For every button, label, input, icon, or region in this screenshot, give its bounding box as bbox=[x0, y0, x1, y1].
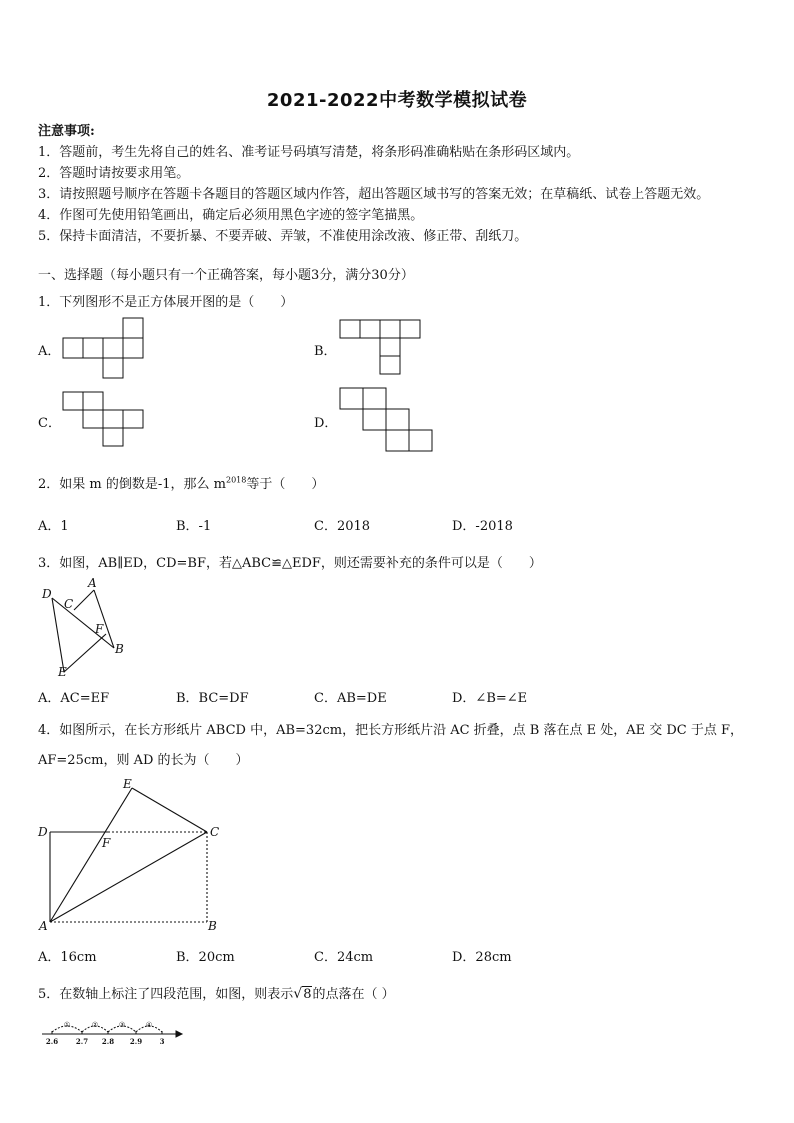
q1-option-b: B． bbox=[314, 344, 337, 359]
q3-option-c: C．AB=DE bbox=[314, 691, 387, 706]
q4-option-a: A．16cm bbox=[38, 950, 97, 965]
q2-stem-text: 2．如果 m 的倒数是-1，那么 m bbox=[38, 477, 226, 492]
q1-option-a: A． bbox=[38, 344, 61, 359]
q4-label-b: B bbox=[208, 919, 217, 933]
notice-item: 1．答题前，考生先将自己的姓名、准考证号码填写清楚，将条形码准确粘贴在条形码区域内。 bbox=[38, 145, 580, 160]
q4-label-c: C bbox=[210, 825, 220, 839]
q1-option-d: D． bbox=[314, 416, 338, 431]
segment-label-3: ③ bbox=[118, 1021, 126, 1029]
notice-item: 2．答题时请按要求用笔。 bbox=[38, 166, 190, 181]
section-heading: 一、选择题（每小题只有一个正确答案，每小题3分，满分30分） bbox=[38, 268, 414, 283]
q4-label-e: E bbox=[123, 777, 132, 791]
notice-heading: 注意事项: bbox=[38, 124, 95, 139]
q4-stem-line2: AF=25cm，则 AD 的长为（ ） bbox=[38, 753, 249, 768]
q4-label-a: A bbox=[39, 919, 48, 933]
segment-label-2: ② bbox=[91, 1021, 99, 1029]
tick-label: 3 bbox=[159, 1037, 165, 1046]
q4-figure bbox=[36, 776, 226, 936]
q3-option-a: A．AC=EF bbox=[38, 691, 110, 706]
q3-label-f: F bbox=[95, 622, 104, 636]
q2-option-c: C．2018 bbox=[314, 519, 371, 534]
net-figure-d bbox=[340, 388, 435, 454]
q3-option-d: D．∠B=∠E bbox=[452, 691, 528, 706]
q3-label-c: C bbox=[64, 597, 74, 611]
q3-label-e: E bbox=[58, 665, 67, 679]
q2-option-d: D．-2018 bbox=[452, 519, 513, 534]
q3-stem: 3．如图，AB∥ED，CD=BF，若△ABC≌△EDF，则还需要补充的条件可以是（ ） bbox=[38, 556, 542, 571]
q3-label-d: D bbox=[42, 587, 52, 601]
tick-label: 2.6 bbox=[45, 1037, 59, 1046]
q4-label-f: F bbox=[102, 836, 111, 850]
net-figure-a bbox=[63, 318, 147, 378]
notice-item: 4．作图可先使用铅笔画出，确定后必须用黑色字迹的签字笔描黑。 bbox=[38, 208, 424, 223]
q2-stem-tail: 等于（ ） bbox=[246, 477, 325, 492]
q4-option-b: B．20cm bbox=[176, 950, 235, 965]
tick-label: 2.8 bbox=[101, 1037, 115, 1046]
q5-stem-text: 5．在数轴上标注了四段范围，如图，则表示 bbox=[38, 987, 294, 1002]
q4-option-d: D．28cm bbox=[452, 950, 512, 965]
q2-stem bbox=[38, 473, 324, 492]
sqrt-symbol: √ bbox=[293, 986, 303, 1002]
q2-option-a: A．1 bbox=[38, 519, 69, 534]
number-line-figure bbox=[40, 1018, 185, 1048]
q3-label-b: B bbox=[115, 642, 124, 656]
q2-option-b: B．-1 bbox=[176, 519, 212, 534]
q5-stem bbox=[38, 983, 395, 1002]
segment-label-4: ④ bbox=[145, 1021, 153, 1029]
page-title: 2021-2022中考数学模拟试卷 bbox=[266, 90, 528, 111]
q4-stem-line1: 4．如图所示，在长方形纸片 ABCD 中，AB=32cm，把长方形纸片沿 AC 折叠，点 B 落在点 E 处，AE 交 DC 于点 F， bbox=[38, 723, 744, 738]
q3-figure bbox=[38, 576, 133, 680]
q4-option-c: C．24cm bbox=[314, 950, 374, 965]
q3-option-b: B．BC=DF bbox=[176, 691, 249, 706]
q5-radicand: 8 bbox=[303, 987, 312, 1002]
tick-label: 2.7 bbox=[75, 1037, 89, 1046]
q5-stem-tail: 的点落在（ ） bbox=[312, 987, 395, 1002]
net-figure-b bbox=[340, 320, 424, 375]
q4-label-d: D bbox=[38, 825, 48, 839]
q3-label-a: A bbox=[88, 576, 97, 590]
q1-option-c: C． bbox=[38, 416, 61, 431]
notice-item: 3．请按照题号顺序在答题卡各题目的答题区域内作答，超出答题区域书写的答案无效；在草稿纸、试卷上答题无效。 bbox=[38, 187, 710, 202]
notice-item: 5．保持卡面清洁，不要折暴、不要弄破、弄皱，不准使用涂改液、修正带、刮纸刀。 bbox=[38, 229, 528, 244]
segment-label-1: ① bbox=[63, 1021, 71, 1029]
q1-stem: 1．下列图形不是正方体展开图的是（ ） bbox=[38, 295, 294, 310]
q2-exponent: 2018 bbox=[226, 475, 247, 485]
tick-label: 2.9 bbox=[129, 1037, 143, 1046]
net-figure-c bbox=[63, 392, 147, 452]
